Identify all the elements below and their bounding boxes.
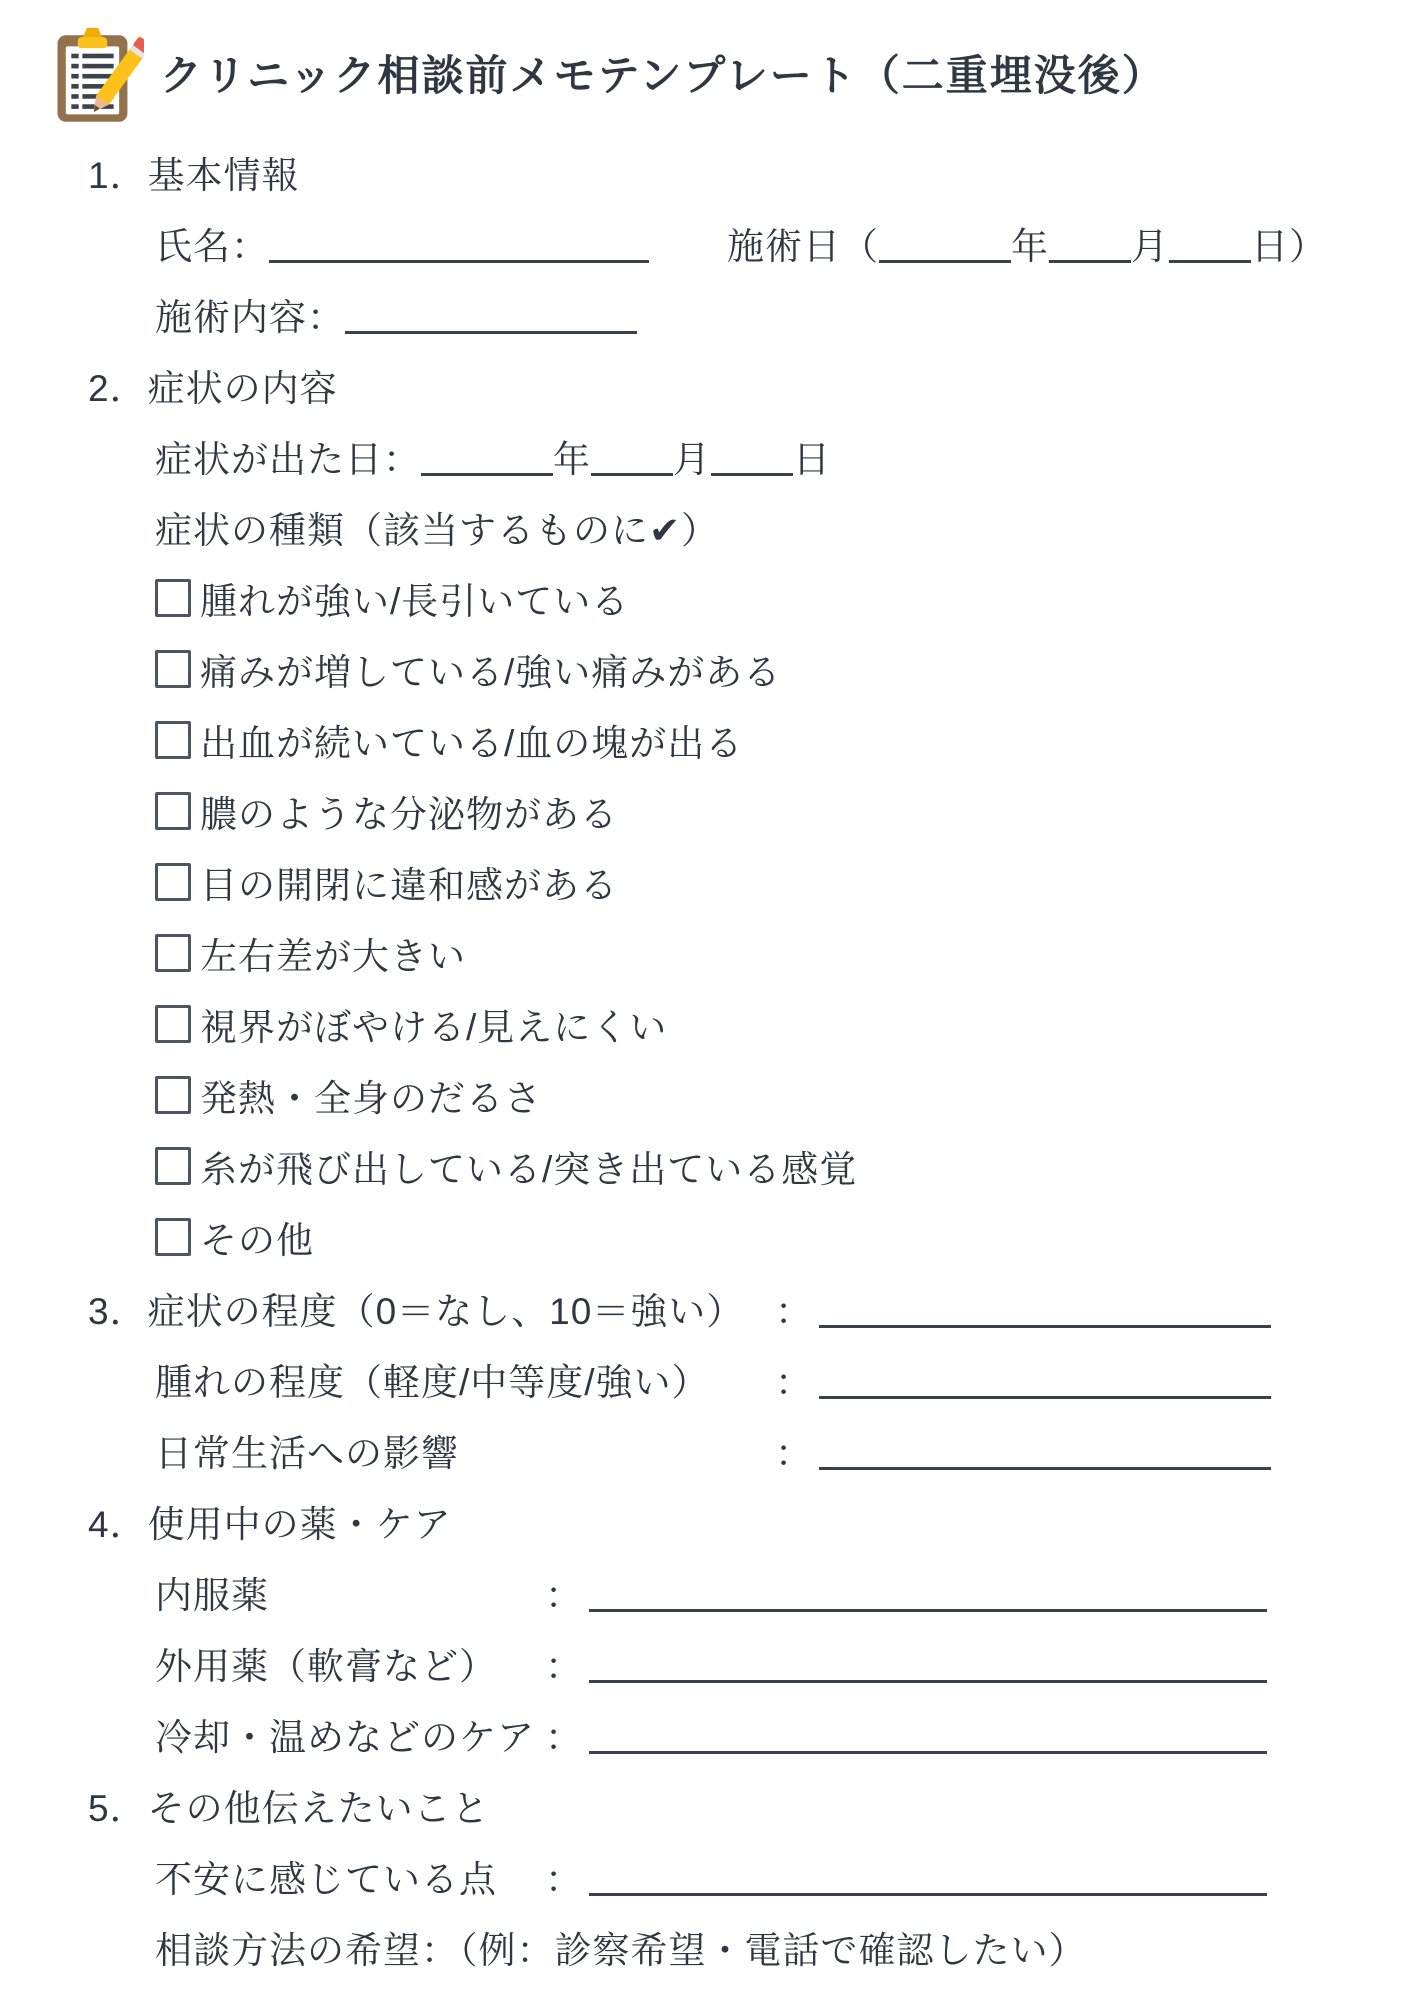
checklist-item [0,562,1414,633]
checkbox-icon [155,650,191,688]
checklist-item [0,1059,1414,1130]
section-heading-label: 5．その他伝えたいこと [88,1787,490,1829]
month-label: 月 [673,438,711,480]
field-row-onset-date [0,420,1414,491]
checkbox-icon [155,1218,191,1256]
onset-field-label: 症状が出た日： [155,438,421,480]
section-heading-basic [0,136,1414,207]
procedure-blank-line [345,294,637,334]
consult-method-label: 相談方法の希望：（例：診察希望・電話で確認したい） [155,1929,1087,1971]
checklist-item [0,633,1414,704]
checklist-item-label: 視界がぼやける/見えにくい [200,1006,668,1048]
topical-medicine-field-label: 外用薬（軟膏など） [155,1645,497,1687]
colon: ： [775,1432,813,1474]
checklist-item-label: 膿のような分泌物がある [200,793,618,835]
section-heading-medication [0,1485,1414,1556]
name-blank-line [269,223,649,263]
checkbox-icon [155,863,191,901]
date-month-blank-line [1049,223,1131,263]
cooling-care-field-label: 冷却・温めなどのケア [155,1716,535,1758]
daily-life-field-label: 日常生活への影響 [155,1432,459,1474]
anxiety-field-label: 不安に感じている点 [155,1858,497,1900]
section-heading-symptoms [0,349,1414,420]
checklist-item-label: 左右差が大きい [200,935,466,977]
checklist-item-label: 糸が飛び出している/突き出ている感覚 [200,1148,858,1190]
checkbox-icon [155,792,191,830]
checklist-item-label: 出血が続いている/血の塊が出る [200,722,744,764]
colon: ： [545,1574,583,1616]
document-header [0,0,1414,130]
colon: ： [775,1361,813,1403]
daily-life-blank-line [819,1430,1271,1470]
symptom-type-label: 症状の種類（該当するものに✔） [155,509,720,551]
checklist-item [0,846,1414,917]
section-heading-label: 3．症状の程度（0＝なし、10＝強い） [88,1290,745,1332]
checkbox-icon [155,1076,191,1114]
oral-medicine-blank-line [589,1572,1267,1612]
section-heading-severity [0,1272,1414,1343]
cooling-care-blank-line [589,1714,1267,1754]
field-row-procedure [0,278,1414,349]
procedure-date-label: 施術日（ [727,225,879,267]
field-row-name-date [0,207,1414,278]
section-heading-label: 1．基本情報 [88,154,300,196]
field-row-anxiety [0,1840,1414,1911]
field-row-swelling [0,1343,1414,1414]
anxiety-blank-line [589,1856,1267,1896]
symptom-type-label-row [0,491,1414,562]
day-label: 日 [793,438,831,480]
checklist-item-label: 腫れが強い/長引いている [200,580,630,622]
page-title: クリニック相談前メモテンプレート（二重埋没後） [160,52,1166,99]
month-label: 月 [1131,225,1169,267]
colon: ： [775,1290,813,1332]
checklist-item [0,704,1414,775]
checklist-item [0,1130,1414,1201]
onset-month-blank-line [591,436,673,476]
checklist-item-label: その他 [200,1219,314,1261]
checklist-item [0,1201,1414,1272]
field-row-topical-medicine [0,1627,1414,1698]
swelling-field-label: 腫れの程度（軽度/中等度/強い） [155,1361,710,1403]
day-label: 日） [1251,225,1327,267]
onset-year-blank-line [421,436,553,476]
checklist-item [0,988,1414,1059]
name-field-label: 氏名： [155,225,269,267]
checkbox-icon [155,934,191,972]
checklist-item [0,775,1414,846]
topical-medicine-blank-line [589,1643,1267,1683]
colon: ： [545,1716,583,1758]
oral-medicine-field-label: 内服薬 [155,1574,269,1616]
checkbox-icon [155,721,191,759]
clipboard-pencil-icon [52,22,144,124]
checklist-item-label: 痛みが増している/強い痛みがある [200,651,782,693]
year-label: 年 [1011,225,1049,267]
field-row-cooling-care [0,1698,1414,1769]
checklist-item [0,917,1414,988]
colon: ： [545,1645,583,1687]
colon: ： [545,1858,583,1900]
checklist-item-label: 目の開閉に違和感がある [200,864,618,906]
checklist-item-label: 発熱・全身のだるさ [200,1077,542,1119]
severity-blank-line [819,1288,1271,1328]
checkbox-icon [155,579,191,617]
swelling-blank-line [819,1359,1271,1399]
date-year-blank-line [879,223,1011,263]
section-heading-label: 2．症状の内容 [88,367,338,409]
field-row-consult-method [0,1911,1414,1982]
procedure-field-label: 施術内容： [155,296,345,338]
onset-day-blank-line [711,436,793,476]
section-heading-other [0,1769,1414,1840]
checkbox-icon [155,1147,191,1185]
field-row-daily-life [0,1414,1414,1485]
document-body [0,130,1414,1982]
field-row-oral-medicine [0,1556,1414,1627]
checkbox-icon [155,1005,191,1043]
date-day-blank-line [1169,223,1251,263]
section-heading-label: 4．使用中の薬・ケア [88,1503,452,1545]
year-label: 年 [553,438,591,480]
